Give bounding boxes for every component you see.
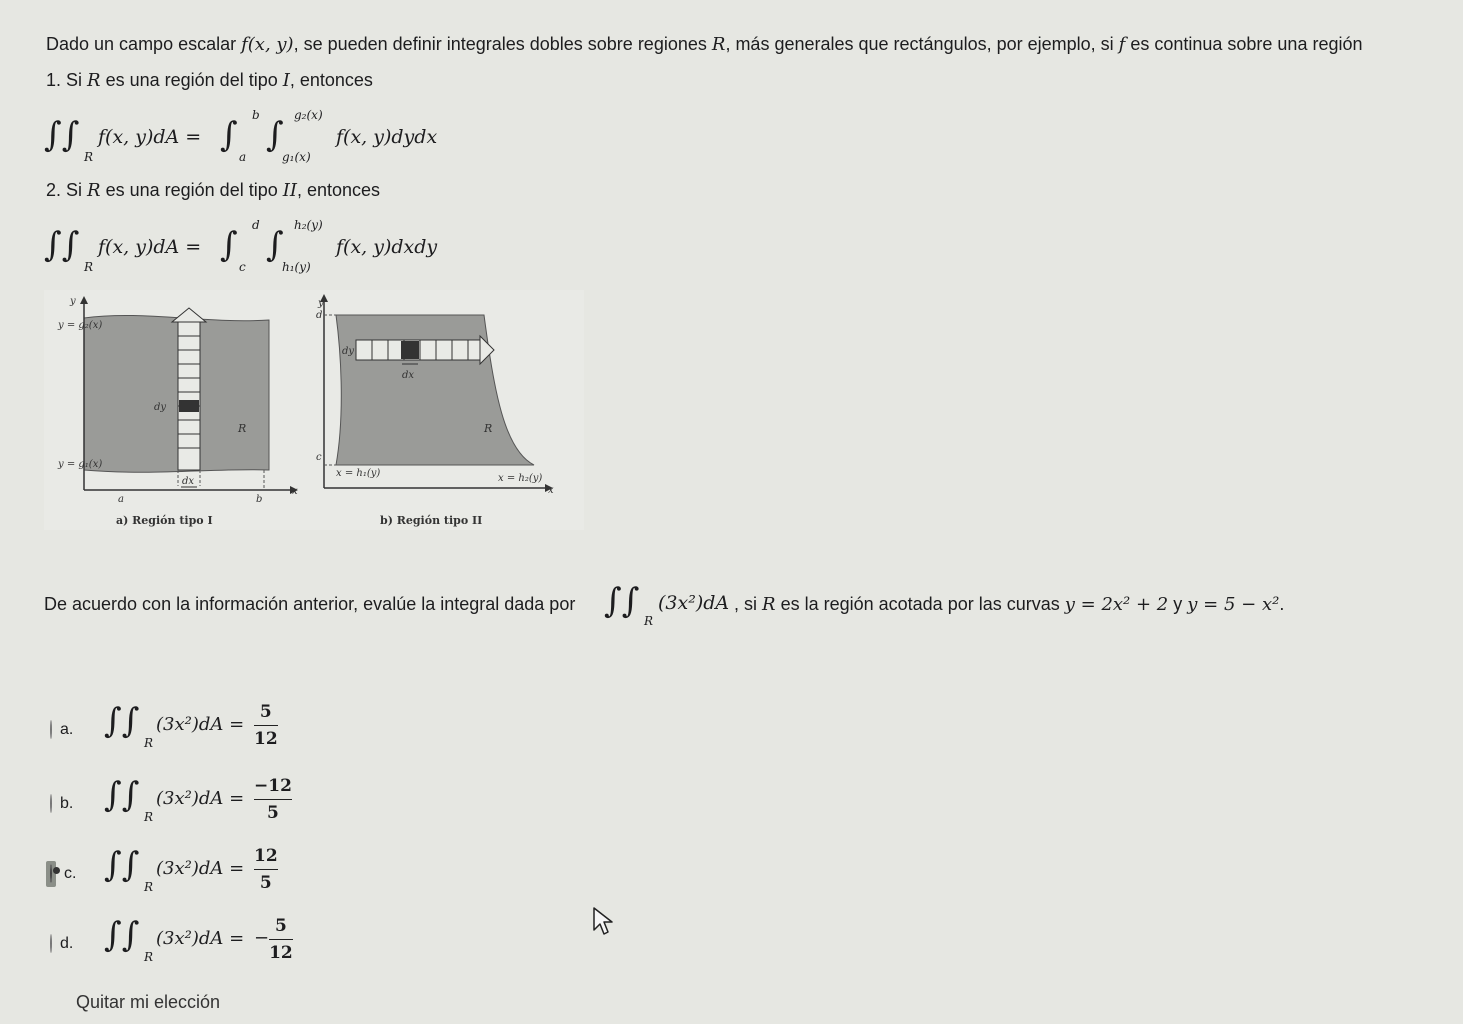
y-arrow-a xyxy=(80,296,88,304)
region-type-2 xyxy=(336,315,534,465)
double-integral-sign: ∫∫ xyxy=(44,115,80,155)
inner-integral-sign: ∫ xyxy=(266,115,284,155)
option-d-formula: ∫∫ R (3x²)dA = − $\frac{5}{12}$ xyxy=(104,915,293,964)
outer-integral-sign: ∫ xyxy=(220,115,238,155)
question-text-b: , si R es la región acotada por las curvas y = 2x² + 2 y y = 5 − x². xyxy=(734,594,1285,615)
item1-text: 1. Si R es una región del tipo I, entonces xyxy=(46,70,373,91)
option-b-radio-wrap[interactable] xyxy=(50,795,52,813)
outer-integral-sign: ∫ xyxy=(220,225,238,265)
svg-text:R: R xyxy=(238,422,247,435)
caption-a: a) Región tipo I xyxy=(116,514,213,527)
region-figure xyxy=(44,290,584,530)
double-integral-sign: ∫∫ xyxy=(44,225,80,265)
clear-choice-link[interactable]: Quitar mi elección xyxy=(76,992,221,1012)
region-type-1 xyxy=(84,315,269,472)
svg-text:dx: dx xyxy=(402,370,415,381)
option-a[interactable]: a. ∫∫ R (3x²)dA = $\frac{5}{12}$ xyxy=(50,700,304,760)
dA-element-b xyxy=(401,341,419,359)
question-integral: ∫∫ R (3x²)dA xyxy=(604,581,730,628)
double-integral-sign: ∫∫ xyxy=(604,581,640,621)
strip-arrow xyxy=(172,308,206,322)
svg-text:dy: dy xyxy=(154,402,167,413)
svg-text:b: b xyxy=(256,494,263,505)
option-c-radio-wrap[interactable] xyxy=(46,861,56,887)
caption-b: b) Región tipo II xyxy=(380,514,483,527)
figure-type-1 xyxy=(57,296,298,527)
svg-text:dy: dy xyxy=(342,346,355,357)
svg-text:c: c xyxy=(316,452,322,463)
dA-element-a xyxy=(179,400,199,412)
mouse-cursor-icon xyxy=(592,906,614,936)
region-diagram xyxy=(44,290,584,530)
left-curve-label: x = h₁(y) xyxy=(336,468,381,479)
option-c[interactable]: c. ∫∫ R (3x²)dA = $\frac{12}{5}$ xyxy=(50,844,304,904)
figure-type-2 xyxy=(316,294,554,527)
option-d-radio-wrap[interactable] xyxy=(50,935,52,953)
intro-text: Dado un campo escalar f(x, y), se pueden definir integrales dobles sobre regiones R, más generales que rectángulos, por ejemplo, si f es continua sobre una región xyxy=(46,34,1363,55)
formula-type-1: ∫∫ R f(x, y)dA = ∫ b a ∫ g₂(x) g₁(x) f(x, y)dydx xyxy=(44,108,438,164)
option-a-formula: ∫∫ R (3x²)dA = $\frac{5}{12}$ xyxy=(104,701,278,750)
svg-text:x: x xyxy=(292,486,298,497)
option-b-radio[interactable] xyxy=(50,794,52,813)
svg-text:y: y xyxy=(70,296,76,307)
option-c-formula: ∫∫ R (3x²)dA = $\frac{12}{5}$ xyxy=(104,845,278,894)
option-b-formula: ∫∫ R (3x²)dA = $\frac{-12}{5}$ xyxy=(104,775,292,824)
bottom-curve-label: y = g₁(x) xyxy=(58,459,103,470)
formula-type-2: ∫∫ R f(x, y)dA = ∫ d c ∫ h₂(y) h₁(y) f(x, y)dxdy xyxy=(44,218,438,274)
option-b[interactable]: b. ∫∫ R (3x²)dA = $\frac{-12}{5}$ xyxy=(50,774,324,834)
item2-text: 2. Si R es una región del tipo II, entonces xyxy=(46,180,381,201)
option-a-radio-wrap[interactable] xyxy=(50,721,52,739)
right-curve-label: x = h₂(y) xyxy=(498,473,543,484)
option-d-radio[interactable] xyxy=(50,934,52,953)
svg-text:d: d xyxy=(316,310,323,321)
svg-text:x: x xyxy=(548,485,554,496)
option-d[interactable]: d. ∫∫ R (3x²)dA = − $\frac{5}{12}$ xyxy=(50,914,324,974)
svg-text:y: y xyxy=(318,298,324,309)
option-a-radio[interactable] xyxy=(50,720,52,739)
svg-text:dx: dx xyxy=(182,476,195,487)
question-text-a: De acuerdo con la información anterior, evalúe la integral dada por xyxy=(44,594,576,614)
inner-integral-sign: ∫ xyxy=(266,225,284,265)
option-c-radio[interactable] xyxy=(50,864,52,883)
top-curve-label: y = g₂(x) xyxy=(58,320,103,331)
svg-text:a: a xyxy=(118,494,124,505)
svg-text:R: R xyxy=(484,422,493,435)
